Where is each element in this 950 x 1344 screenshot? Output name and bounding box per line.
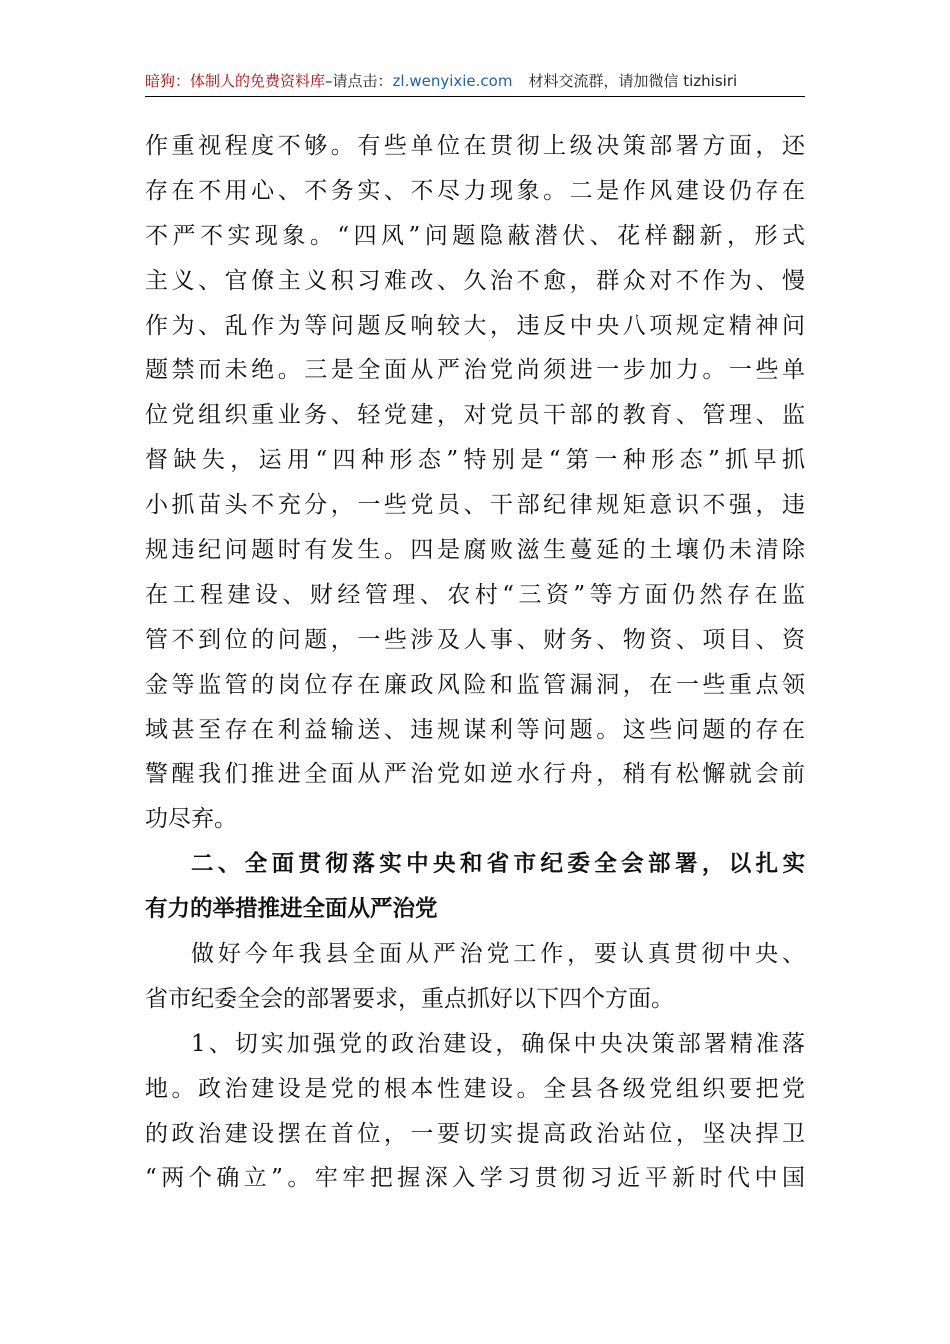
header-contact-text: 材料交流群，请加微信 tizhisiri: [528, 72, 738, 90]
body-line: 规违纪问题时有发生。四是腐败滋生蔓延的土壤仍未清除: [145, 537, 805, 564]
body-line: 小抓苗头不充分，一些党员、干部纪律规矩意识不强，违: [145, 492, 805, 519]
header-site-name: 暗狗：体制人的免费资料库: [145, 72, 326, 90]
body-line: 功尽弃。: [145, 806, 237, 833]
body-line: 在工程建设、财经管理、农村“三资”等方面仍然存在监: [145, 581, 805, 608]
section-heading: 有力的举措推进全面从严治党: [145, 896, 438, 923]
body-line: 位党组织重业务、轻党建，对党员干部的教育、管理、监: [145, 402, 805, 429]
body-line: 作重视程度不够。有些单位在贯彻上级决策部署方面，还: [145, 133, 805, 159]
point-paragraph-line: 地。政治建设是党的根本性建设。全县各级党组织要把党: [145, 1075, 805, 1102]
point-paragraph-line: “两个确立”。牢牢把握深入学习贯彻习近平新时代中国: [145, 1165, 805, 1192]
body-line: 不严不实现象。“四风”问题隐蔽潜伏、花样翻新，形式: [145, 222, 805, 249]
intro-paragraph-line: 省市纪委全会的部署要求，重点抓好以下四个方面。: [145, 985, 674, 1012]
body-line: 管不到位的问题，一些涉及人事、财务、物资、项目、资: [145, 626, 805, 653]
body-line: 主义、官僚主义积习难改、久治不愈，群众对不作为、慢: [145, 267, 805, 294]
point-paragraph-line: 1、切实加强党的政治建设，确保中央决策部署精准落: [191, 1030, 805, 1057]
body-line: 域甚至存在利益输送、违规谋利等问题。这些问题的存在: [145, 716, 805, 743]
body-line: 督缺失，运用“四种形态”特别是“第一种形态”抓早抓: [145, 447, 805, 474]
page-header: [145, 68, 805, 94]
body-line: 题禁而未绝。三是全面从严治党尚须进一步加力。一些单: [145, 357, 805, 384]
body-line: 存在不用心、不务实、不尽力现象。二是作风建设仍存在: [145, 177, 805, 204]
header-divider: [145, 96, 805, 97]
body-line: 警醒我们推进全面从严治党如逆水行舟，稍有松懈就会前: [145, 761, 805, 788]
body-line: 作为、乱作为等问题反响较大，违反中央八项规定精神问: [145, 312, 805, 339]
header-click-prompt: –请点击：: [325, 72, 393, 90]
document-body: [145, 124, 805, 1201]
intro-paragraph-line: 做好今年我县全面从严治党工作，要认真贯彻中央、: [191, 941, 805, 968]
point-paragraph-line: 的政治建设摆在首位，一要切实提高政治站位，坚决捍卫: [145, 1120, 805, 1147]
header-url-link[interactable]: zl.wenyixie.com: [392, 72, 513, 90]
body-line: 金等监管的岗位存在廉政风险和监管漏洞，在一些重点领: [145, 671, 805, 698]
section-heading: 二、全面贯彻落实中央和省市纪委全会部署，以扎实: [191, 851, 805, 878]
